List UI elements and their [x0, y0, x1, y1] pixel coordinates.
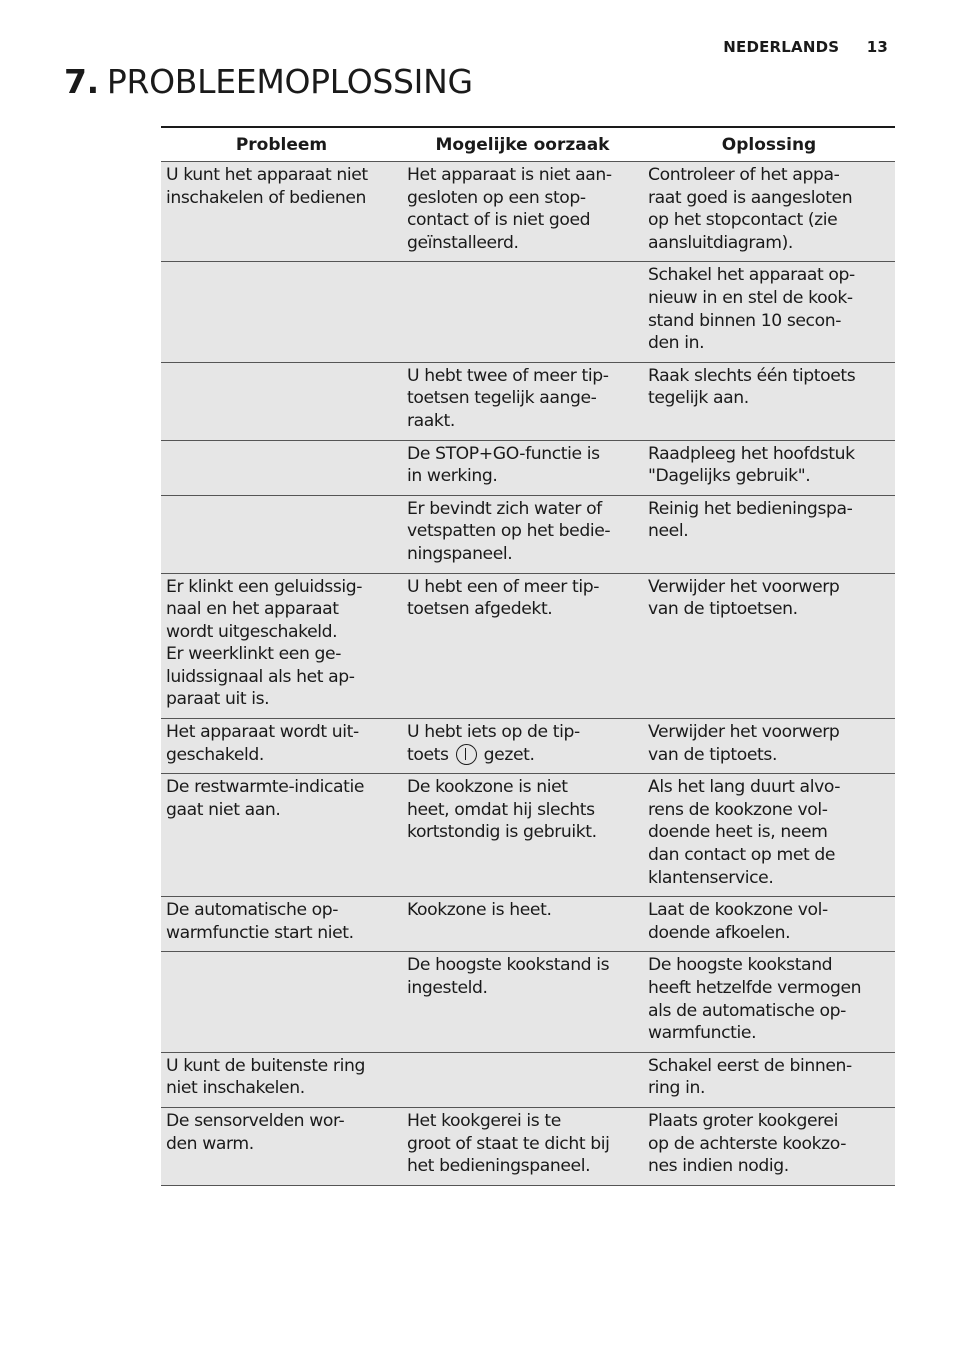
cause-cell: De hoogste kookstand is ingesteld. — [402, 952, 643, 1052]
solution-cell: Schakel het apparaat op- nieuw in en stel de kook- stand binnen 10 secon- den in. — [643, 262, 895, 362]
cause-cell: De kookzone is niet heet, omdat hij slechts kortstondig is gebruikt. — [402, 774, 643, 897]
table-row — [161, 774, 895, 897]
cause-cell: Het kookgerei is te groot of staat te dicht bij het bedieningspaneel. — [402, 1107, 643, 1185]
problem-cell — [161, 495, 402, 573]
table-row — [161, 440, 895, 495]
problem-cell — [161, 362, 402, 440]
problem-cell — [161, 262, 402, 362]
table-header-row — [161, 127, 895, 162]
problem-cell: De restwarmte-indicatie gaat niet aan. — [161, 774, 402, 897]
table-row — [161, 897, 895, 952]
page-header — [723, 38, 888, 56]
troubleshooting-table — [161, 126, 895, 1186]
column-header-problem: Probleem — [161, 127, 402, 162]
solution-cell: Verwijder het voorwerp van de tiptoets. — [643, 719, 895, 774]
cause-cell: U hebt twee of meer tip- toetsen tegelijk aange- raakt. — [402, 362, 643, 440]
table-row — [161, 262, 895, 362]
cause-cell: Kookzone is heet. — [402, 897, 643, 952]
problem-cell: U kunt het apparaat niet inschakelen of bedienen — [161, 162, 402, 262]
cause-text-pre-icon: toets — [407, 744, 454, 765]
problem-cell: De automatische op- warmfunctie start niet. — [161, 897, 402, 952]
cause-cell — [402, 719, 643, 774]
table-row — [161, 573, 895, 719]
cause-cell: De STOP+GO-functie is in werking. — [402, 440, 643, 495]
cause-text-line1: U hebt iets op de tip- — [407, 722, 580, 743]
cause-text-post-icon: gezet. — [478, 744, 535, 765]
solution-cell: Als het lang duurt alvo- rens de kookzone vol- doende heet is, neem dan contact op met de klantenservice. — [643, 774, 895, 897]
table-row — [161, 495, 895, 573]
problem-cell: De sensorvelden wor- den warm. — [161, 1107, 402, 1185]
solution-cell: Schakel eerst de binnen- ring in. — [643, 1052, 895, 1107]
page-number: 13 — [866, 38, 888, 56]
cause-cell — [402, 1052, 643, 1107]
solution-cell: Raadpleeg het hoofdstuk "Dagelijks gebruik". — [643, 440, 895, 495]
table-row — [161, 719, 895, 774]
cause-cell — [402, 262, 643, 362]
section-title-text: PROBLEEMOPLOSSING — [106, 62, 473, 101]
solution-cell: Controleer of het appa- raat goed is aangesloten op het stopcontact (zie aansluitdiagram). — [643, 162, 895, 262]
cause-cell: U hebt een of meer tip- toetsen afgedekt. — [402, 573, 643, 719]
solution-cell: Reinig het bedieningspa- neel. — [643, 495, 895, 573]
on-off-icon — [456, 744, 477, 765]
solution-cell: Plaats groter kookgerei op de achterste kookzo- nes indien nodig. — [643, 1107, 895, 1185]
column-header-solution: Oplossing — [643, 127, 895, 162]
solution-cell: Laat de kookzone vol- doende afkoelen. — [643, 897, 895, 952]
column-header-cause: Mogelijke oorzaak — [402, 127, 643, 162]
table-row — [161, 362, 895, 440]
solution-cell: Raak slechts één tiptoets tegelijk aan. — [643, 362, 895, 440]
problem-cell: Er klinkt een geluidssig- naal en het apparaat wordt uitgeschakeld. Er weerklinkt een ge- luidssignaal als het ap- paraat uit is. — [161, 573, 402, 719]
table-row — [161, 952, 895, 1052]
language-label: NEDERLANDS — [723, 38, 840, 56]
problem-cell — [161, 952, 402, 1052]
problem-cell — [161, 440, 402, 495]
solution-cell: De hoogste kookstand heeft hetzelfde vermogen als de automatische op- warmfunctie. — [643, 952, 895, 1052]
problem-cell: Het apparaat wordt uit- geschakeld. — [161, 719, 402, 774]
cause-cell: Het apparaat is niet aan- gesloten op een stop- contact of is niet goed geïnstalleerd. — [402, 162, 643, 262]
table-row — [161, 162, 895, 262]
solution-cell: Verwijder het voorwerp van de tiptoetsen. — [643, 573, 895, 719]
section-number: 7. — [64, 62, 99, 101]
cause-cell: Er bevindt zich water of vetspatten op het bedie- ningspaneel. — [402, 495, 643, 573]
table-row — [161, 1107, 895, 1185]
problem-cell: U kunt de buitenste ring niet inschakelen. — [161, 1052, 402, 1107]
table-row — [161, 1052, 895, 1107]
section-title — [64, 62, 473, 101]
